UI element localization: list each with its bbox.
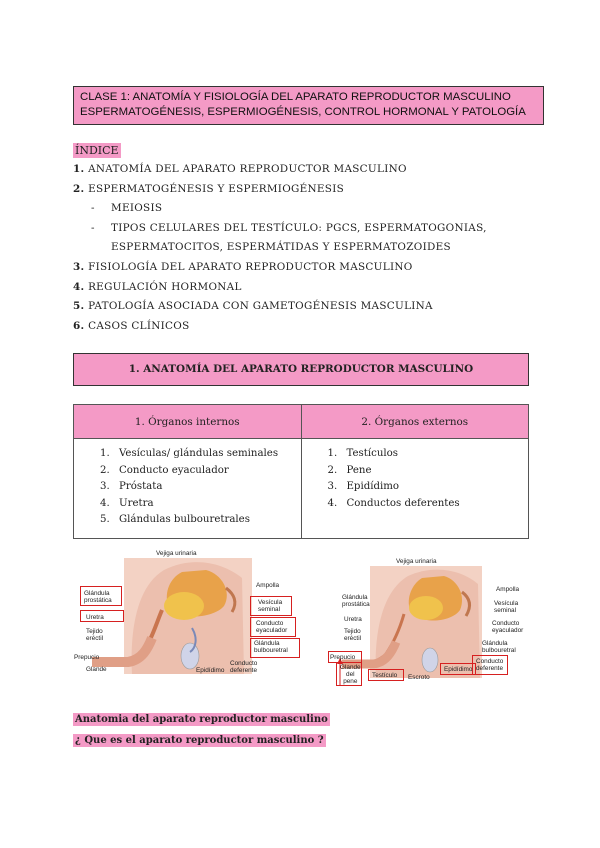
list-item: 5. Glándulas bulbouretrales (113, 512, 300, 529)
label-glandula-bulbo: Glándula bulbouretral (482, 640, 516, 654)
toc-item-5: 5. PATOLOGÍA ASOCIADA CON GAMETOGÉNESIS MASCULINA (73, 300, 433, 313)
class-title-box (73, 86, 544, 125)
label-vesicula: Vesícula seminal (494, 600, 519, 614)
class-title-line1: CLASE 1: ANATOMÍA Y FISIOLOGÍA DEL APARATO REPRODUCTOR MASCULINO (80, 91, 511, 103)
highlight-heading-que-es: ¿ Que es el aparato reproductor masculino ? (75, 735, 324, 746)
label-glande: Glande del pene (340, 664, 361, 685)
anatomy-figure-right (330, 556, 530, 688)
class-title-line2: ESPERMATOGÉNESIS, ESPERMIOGÉNESIS, CONTROL HORMONAL Y PATOLOGÍA (80, 106, 526, 118)
label-conducto-def: Conducto deferente (476, 658, 504, 672)
label-glandula-prostatica: Glándula prostática (342, 594, 370, 608)
label-conducto-eyac: Conducto eyaculador (492, 620, 524, 634)
list-item: 2. Pene (341, 463, 528, 480)
highlight-box-eyaculador (250, 617, 296, 637)
highlight-box-vesicula (250, 596, 292, 616)
label-conducto-eyac: Conducto eyaculador (256, 620, 288, 634)
label-tejido: Tejido eréctil (344, 628, 362, 642)
label-epididimo: Epidídimo (444, 666, 473, 673)
label-uretra: Uretra (344, 616, 362, 623)
label-prepucio: Prepucio (330, 654, 356, 661)
organs-external-cell (301, 439, 529, 539)
label-epididimo: Epidídimo (196, 667, 225, 674)
list-item: 3. Próstata (113, 479, 300, 496)
label-glandula-prostatica: Glándula prostática (84, 590, 112, 604)
list-item: 4. Uretra (113, 496, 300, 513)
list-item: 1. Testículos (341, 446, 528, 463)
toc-item-3: 3. FISIOLOGÍA DEL APARATO REPRODUCTOR MASCULINO (73, 260, 413, 273)
label-vejiga: Vejiga urinaria (156, 550, 197, 557)
highlight-box-epididimo (440, 663, 476, 675)
highlight-box-bulbouretral (250, 638, 300, 658)
list-item: 1. Vesículas/ glándulas seminales (113, 446, 300, 463)
table-of-contents (73, 160, 487, 336)
organs-internal-cell (74, 439, 302, 539)
highlight-box-glande (336, 662, 362, 686)
highlight-heading-anatomia: Anatomia del aparato reproductor masculino (75, 714, 328, 725)
organs-external-header: 2. Órganos externos (301, 405, 529, 439)
label-uretra: Uretra (86, 614, 104, 621)
label-prepucio: Prepucio (74, 654, 100, 661)
toc-item-1: 1. ANATOMÍA DEL APARATO REPRODUCTOR MASCULINO (73, 163, 407, 175)
label-vejiga: Vejiga urinaria (396, 558, 437, 565)
organs-internal-header: 1. Órganos internos (74, 405, 302, 439)
toc-subitem-tipos: - TIPOS CELULARES DEL TESTÍCULO: PGCS, ESPERMATOGONIAS, (91, 221, 487, 234)
label-conducto-def: Conducto deferente (230, 660, 258, 674)
label-ampolla: Ampolla (496, 586, 520, 593)
toc-subitem-tipos-cont: ESPERMATOCITOS, ESPERMÁTIDAS Y ESPERMATOZOIDES (111, 241, 451, 254)
highlight-box-prostatica (80, 586, 122, 606)
label-ampolla: Ampolla (256, 582, 280, 589)
label-escroto: Escroto (408, 674, 430, 681)
index-heading: ÍNDICE (75, 144, 119, 157)
list-item: 4. Conductos deferentes (341, 496, 528, 513)
toc-item-4: 4. REGULACIÓN HORMONAL (73, 280, 242, 293)
label-glandula-bulbo: Glándula bulbouretral (254, 640, 288, 654)
toc-item-6: 6. CASOS CLÍNICOS (73, 319, 190, 332)
organs-table (73, 404, 529, 539)
label-testiculo: Testículo (372, 672, 398, 679)
label-glande: Glande (86, 666, 107, 673)
toc-subitem-meiosis: - MEIOSIS (91, 202, 163, 215)
anatomy-figure-left (72, 548, 318, 678)
highlight-box-uretra (80, 610, 124, 622)
section-1-heading: 1. ANATOMÍA DEL APARATO REPRODUCTOR MASCULINO (73, 353, 529, 386)
highlight-box-deferente (472, 655, 508, 675)
list-item: 2. Conducto eyaculador (113, 463, 300, 480)
toc-item-2: 2. ESPERMATOGÉNESIS Y ESPERMIOGÉNESIS (73, 182, 345, 195)
highlight-box-testiculo (368, 669, 404, 681)
label-tejido: Tejido eréctil (86, 628, 104, 642)
list-item: 3. Epidídimo (341, 479, 528, 496)
label-vesicula: Vesícula seminal (258, 599, 283, 613)
